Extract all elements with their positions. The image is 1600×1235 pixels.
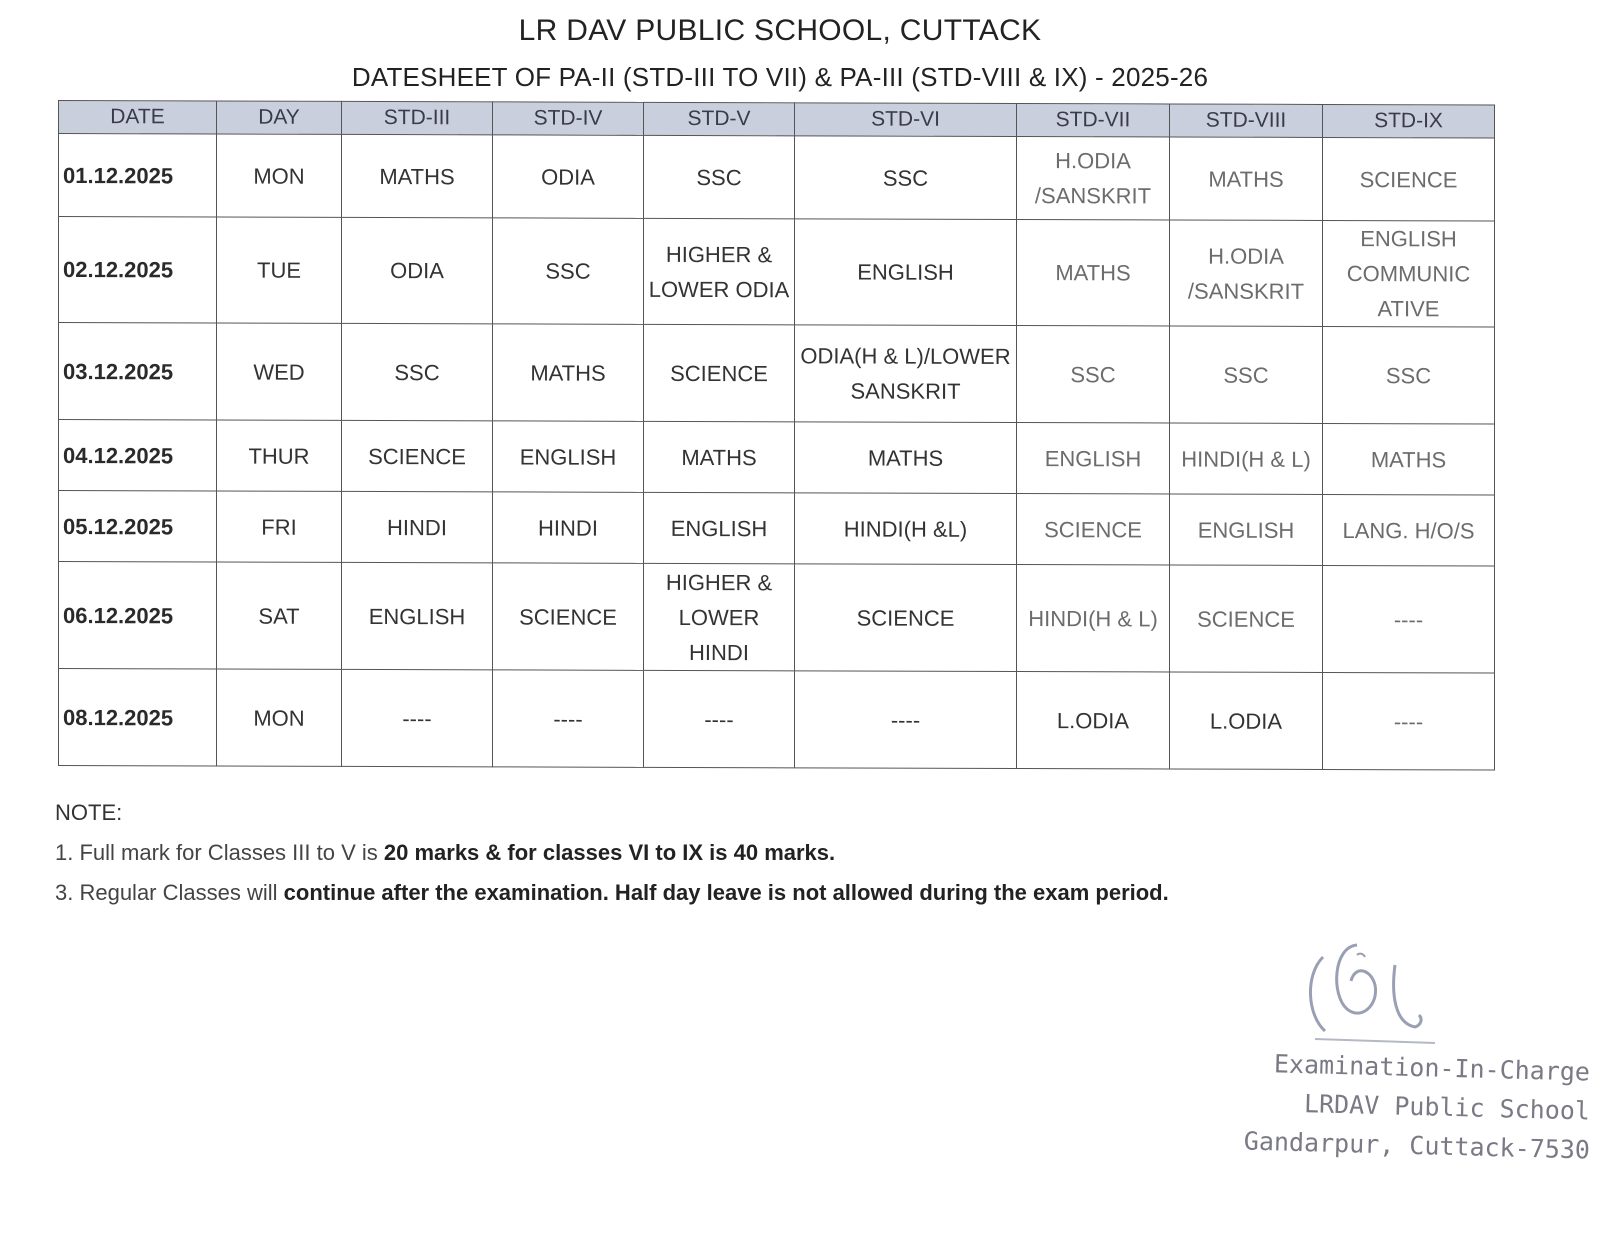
subject-cell: ENGLISH <box>1017 423 1170 494</box>
subject-cell: ODIA(H & L)/LOWER SANSKRIT <box>795 325 1017 423</box>
notes-heading: NOTE: <box>55 800 123 825</box>
col-header-date: DATE <box>59 101 217 134</box>
date-cell: 03.12.2025 <box>59 323 217 420</box>
note-3-lead: 3. Regular Classes will <box>55 880 278 905</box>
subject-cell: SSC <box>1170 326 1323 423</box>
subject-cell: ENGLISH COMMUNIC ATIVE <box>1323 220 1495 327</box>
subject-cell: SCIENCE <box>1323 137 1495 221</box>
subject-cell: H.ODIA /SANSKRIT <box>1017 137 1170 220</box>
subject-cell: HINDI(H & L) <box>1017 565 1170 672</box>
examiner-stamp <box>1240 935 1590 1175</box>
school-title: LR DAV PUBLIC SCHOOL, CUTTACK <box>518 14 1042 47</box>
subject-cell: ---- <box>644 670 795 767</box>
subject-cell: MATHS <box>1017 220 1170 326</box>
subject-cell: SCIENCE <box>795 564 1017 672</box>
date-cell: 08.12.2025 <box>59 669 217 766</box>
subject-cell: MATHS <box>644 421 795 492</box>
col-header-std-viii: STD-VIII <box>1170 104 1323 137</box>
day-cell: MON <box>217 669 342 766</box>
note-1-bold: 20 marks & for classes VI to IX is 40 marks. <box>383 840 836 865</box>
subject-cell: MATHS <box>795 422 1017 494</box>
note-1 <box>55 840 1169 866</box>
subject-cell: SSC <box>493 218 644 324</box>
table-row <box>59 562 1495 674</box>
col-header-std-v: STD-V <box>644 102 795 135</box>
subject-cell: HINDI <box>493 492 644 563</box>
note-3 <box>55 880 1169 906</box>
subject-cell: ENGLISH <box>493 421 644 492</box>
subject-cell: SCIENCE <box>342 420 493 491</box>
datesheet-table <box>58 100 1495 771</box>
subject-cell: SCIENCE <box>644 324 795 421</box>
subject-cell: SSC <box>795 136 1017 220</box>
subject-cell: MATHS <box>342 134 493 217</box>
subject-cell: ---- <box>795 671 1017 769</box>
subject-cell: HIGHER & LOWER ODIA <box>644 218 795 324</box>
subject-cell: SCIENCE <box>493 563 644 670</box>
subject-cell: MATHS <box>1170 137 1323 220</box>
subject-cell: HIGHER & LOWER HINDI <box>644 563 795 670</box>
subject-cell: SSC <box>1323 326 1495 424</box>
table-row <box>59 491 1495 567</box>
subject-cell: L.ODIA <box>1170 672 1323 769</box>
col-header-std-vii: STD-VII <box>1017 104 1170 137</box>
note-3-bold: continue after the examination. Half day leave is not allowed during the exam period. <box>283 880 1169 905</box>
subject-cell: ---- <box>1323 565 1495 673</box>
notes-section <box>55 800 1169 920</box>
subject-cell: MATHS <box>493 324 644 421</box>
subject-cell: HINDI(H & L) <box>1170 423 1323 494</box>
date-cell: 02.12.2025 <box>59 217 217 323</box>
datesheet-subtitle: DATESHEET OF PA-II (STD-III TO VII) & PA-III (STD-VIII & IX) - 2025-26 <box>351 62 1209 92</box>
day-cell: TUE <box>217 217 342 323</box>
subject-cell: SSC <box>342 323 493 420</box>
table-row <box>59 134 1495 222</box>
col-header-std-ix: STD-IX <box>1323 104 1495 138</box>
subject-cell: H.ODIA /SANSKRIT <box>1170 220 1323 326</box>
date-cell: 01.12.2025 <box>59 134 217 217</box>
stamp-line-3: Gandarpur, Cuttack-7530 <box>1243 1126 1591 1165</box>
subject-cell: L.ODIA <box>1017 672 1170 769</box>
col-header-std-iv: STD-IV <box>493 102 644 135</box>
note-1-lead: 1. Full mark for Classes III to V is <box>55 840 378 865</box>
subject-cell: LANG. H/O/S <box>1323 494 1495 566</box>
col-header-std-iii: STD-III <box>342 101 493 134</box>
table-row <box>59 420 1495 496</box>
subject-cell: HINDI(H &L) <box>795 493 1017 565</box>
table-row <box>59 669 1495 771</box>
table-row <box>59 323 1495 425</box>
signature-icon <box>1295 935 1435 1045</box>
subject-cell: ENGLISH <box>644 492 795 563</box>
table-row <box>59 217 1495 328</box>
subject-cell: ENGLISH <box>795 219 1017 326</box>
day-cell: MON <box>217 134 342 217</box>
subject-cell: ENGLISH <box>342 562 493 669</box>
subject-cell: ---- <box>493 670 644 767</box>
header-row <box>59 101 1495 139</box>
subject-cell: ODIA <box>493 135 644 218</box>
subject-cell: ENGLISH <box>1170 494 1323 565</box>
day-cell: WED <box>217 323 342 420</box>
subject-cell: ---- <box>1323 672 1495 770</box>
subject-cell: SCIENCE <box>1017 494 1170 565</box>
subject-cell: MATHS <box>1323 423 1495 495</box>
date-cell: 06.12.2025 <box>59 562 217 669</box>
subject-cell: SSC <box>644 135 795 218</box>
subject-cell: SSC <box>1017 326 1170 423</box>
subject-cell: SCIENCE <box>1170 565 1323 672</box>
stamp-line-2: LRDAV Public School <box>1303 1089 1591 1126</box>
subject-cell: ODIA <box>342 217 493 323</box>
col-header-std-vi: STD-VI <box>795 103 1017 137</box>
day-cell: SAT <box>217 562 342 669</box>
subject-cell: HINDI <box>342 491 493 562</box>
stamp-line-1: Examination-In-Charge <box>1273 1049 1591 1087</box>
day-cell: FRI <box>217 491 342 562</box>
date-cell: 04.12.2025 <box>59 420 217 491</box>
day-cell: THUR <box>217 420 342 491</box>
col-header-day: DAY <box>217 101 342 134</box>
date-cell: 05.12.2025 <box>59 491 217 562</box>
subject-cell: ---- <box>342 669 493 766</box>
